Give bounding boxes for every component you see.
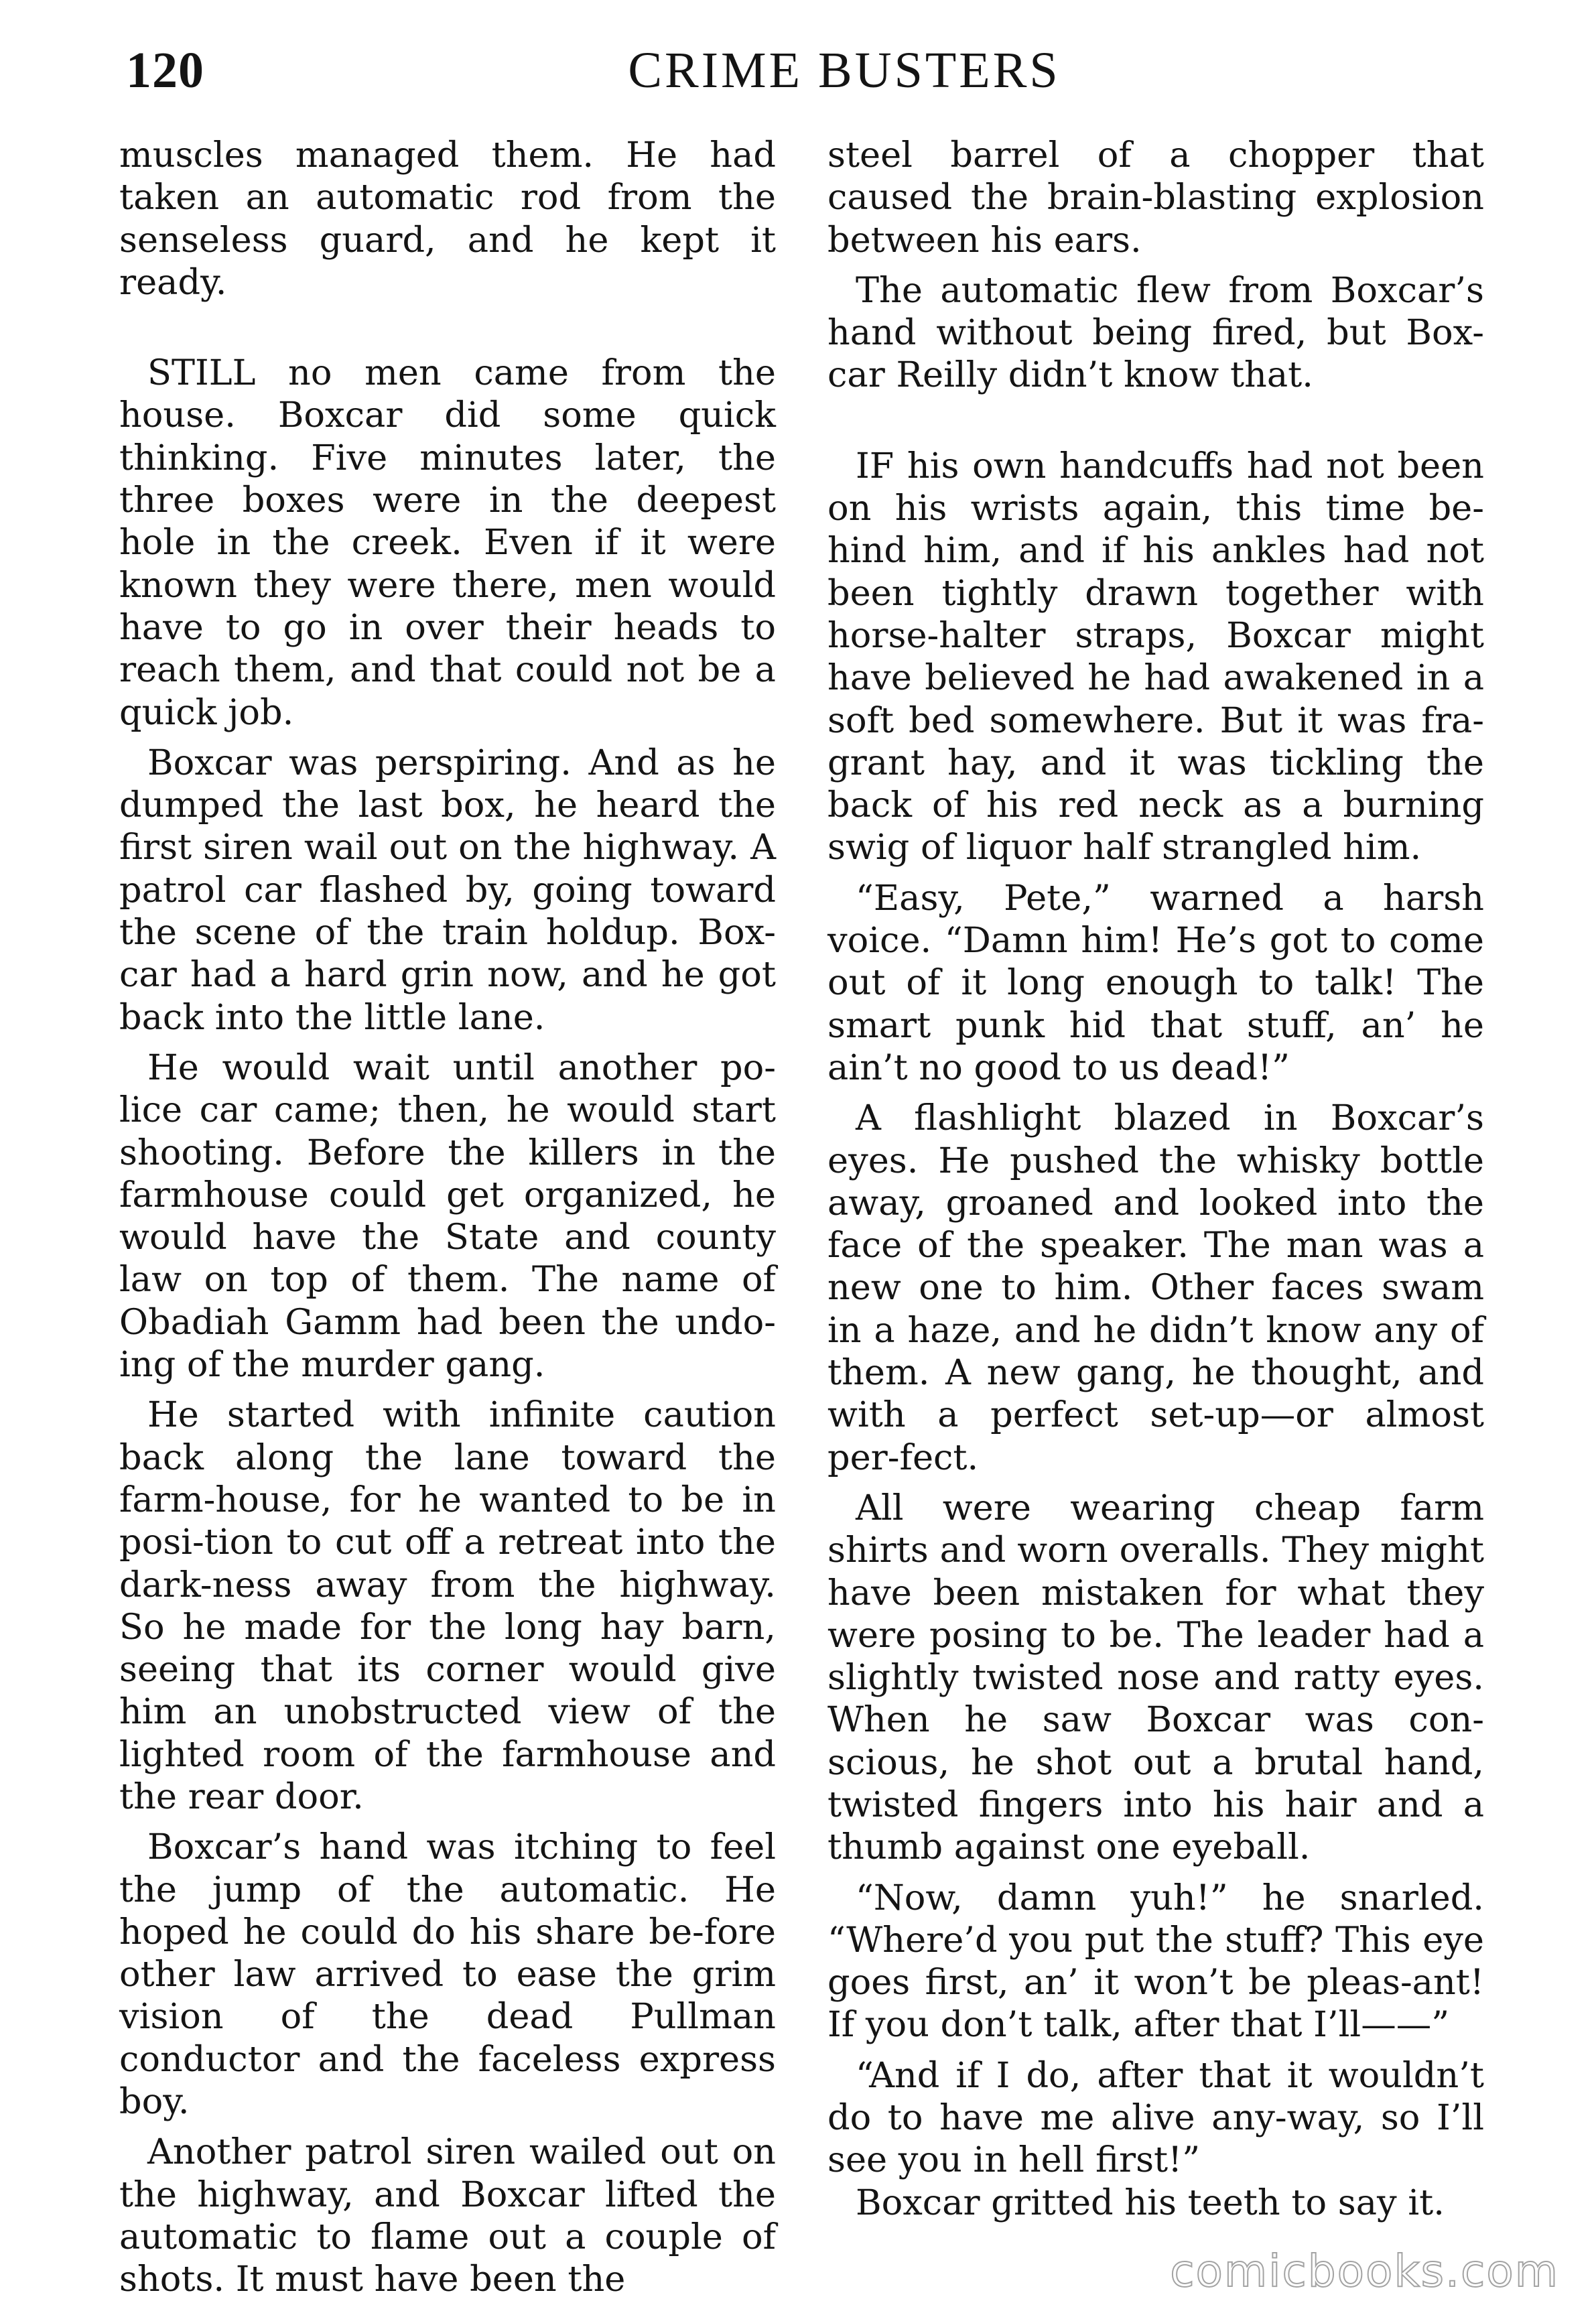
paragraph: STILL no men came from the house. Boxcar did some quick thinking. Five minutes later, the three boxes were in the deepest hole in the creek. Even if it were known they were there, men would have to go in over their heads to reach them, and that could not be a quick job.: [119, 352, 776, 733]
right-column: [827, 134, 1484, 2223]
paragraph: muscles managed them. He had taken an automatic rod from the senseless guard, and he kept it ready.: [119, 135, 776, 303]
paragraph: The automatic flew from Boxcar’s hand without being fired, but Box-car Reilly didn’t know that.: [827, 269, 1484, 396]
page-number: 120: [126, 42, 204, 98]
paragraph: “Easy, Pete,” warned a harsh voice. “Damn him! He’s got to come out of it long enough to talk! The smart punk hid that stuff, an’ he ain’t no good to us dead!”: [827, 877, 1484, 1088]
watermark-logo: comicbooks.com: [1170, 2245, 1559, 2297]
paragraph: He started with infinite caution back along the lane toward the farm-house, for he wanted to be in posi-tion to cut off a retreat into the dark-ness away from the highway. So he made for the long hay barn, seeing that its corner would give him an unobstructed view of the lighted room of the farmhouse and the rear door.: [119, 1394, 776, 1817]
paragraph: Boxcar’s hand was itching to feel the jump of the automatic. He hoped he could do his share be-fore other law arrived to ease the grim vision of the dead Pullman conductor and the faceless express boy.: [119, 1827, 776, 2123]
paragraph: A flashlight blazed in Boxcar’s eyes. He pushed the whisky bottle away, groaned and looked into the face of the speaker. The man was a new one to him. Other faces swam in a haze, and he didn’t know any of them. A new gang, he thought, and with a perfect set-up—or almost per-fect.: [827, 1098, 1484, 1478]
paragraph: steel barrel of a chopper that caused the brain-blasting explosion between his ears.: [827, 135, 1484, 261]
paragraph: Boxcar gritted his teeth to say it.: [856, 2182, 1445, 2223]
paragraph-italic-lead: All were wearing cheap farm shirts and worn overalls. They might have been mistaken for what they were posing to be. The leader had a slightly twisted nose and ratty eyes. When he saw Boxcar was con-scious, he shot out a brutal hand, twisted fingers into his hair and a thumb against one eyeball.: [827, 1487, 1484, 1868]
paragraph: He would wait until another po-lice car came; then, he would start shooting. Before the killers in the farmhouse could get organized, he would have the State and county law on top of them. The name of Obadiah Gamm had been the undo-ing of the murder gang.: [119, 1047, 776, 1386]
paragraph: “And if I do, after that it wouldn’t do to have me alive any-way, so I’ll see you in hell first!”: [827, 2054, 1484, 2181]
paragraph: Another patrol siren wailed out on the highway, and Boxcar lifted the automatic to flame out a couple of shots. It must have been the: [119, 2131, 776, 2300]
page-header: [121, 42, 1487, 115]
paragraph: IF his own handcuffs had not been on his wrists again, this time be-hind him, and if his ankles had not been tightly drawn together with horse-halter straps, Boxcar might have believed he had awakened in a soft bed somewhere. But it was fra-grant hay, and it was tickling the back of his red neck as a burning swig of liquor half strangled him.: [827, 445, 1484, 868]
paragraph: Boxcar was perspiring. And as he dumped the last box, he heard the first siren wail out on the highway. A patrol car flashed by, going toward the scene of the train holdup. Box-car had a hard grin now, and he got back into the little lane.: [119, 742, 776, 1038]
left-column: [119, 134, 776, 2300]
paragraph: “Now, damn yuh!” he snarled. “Where’d you put the stuff? This eye goes first, an’ it won’t be pleas-ant! If you don’t talk, after that I’ll——”: [827, 1877, 1484, 2046]
running-title: CRIME BUSTERS: [628, 42, 1061, 98]
